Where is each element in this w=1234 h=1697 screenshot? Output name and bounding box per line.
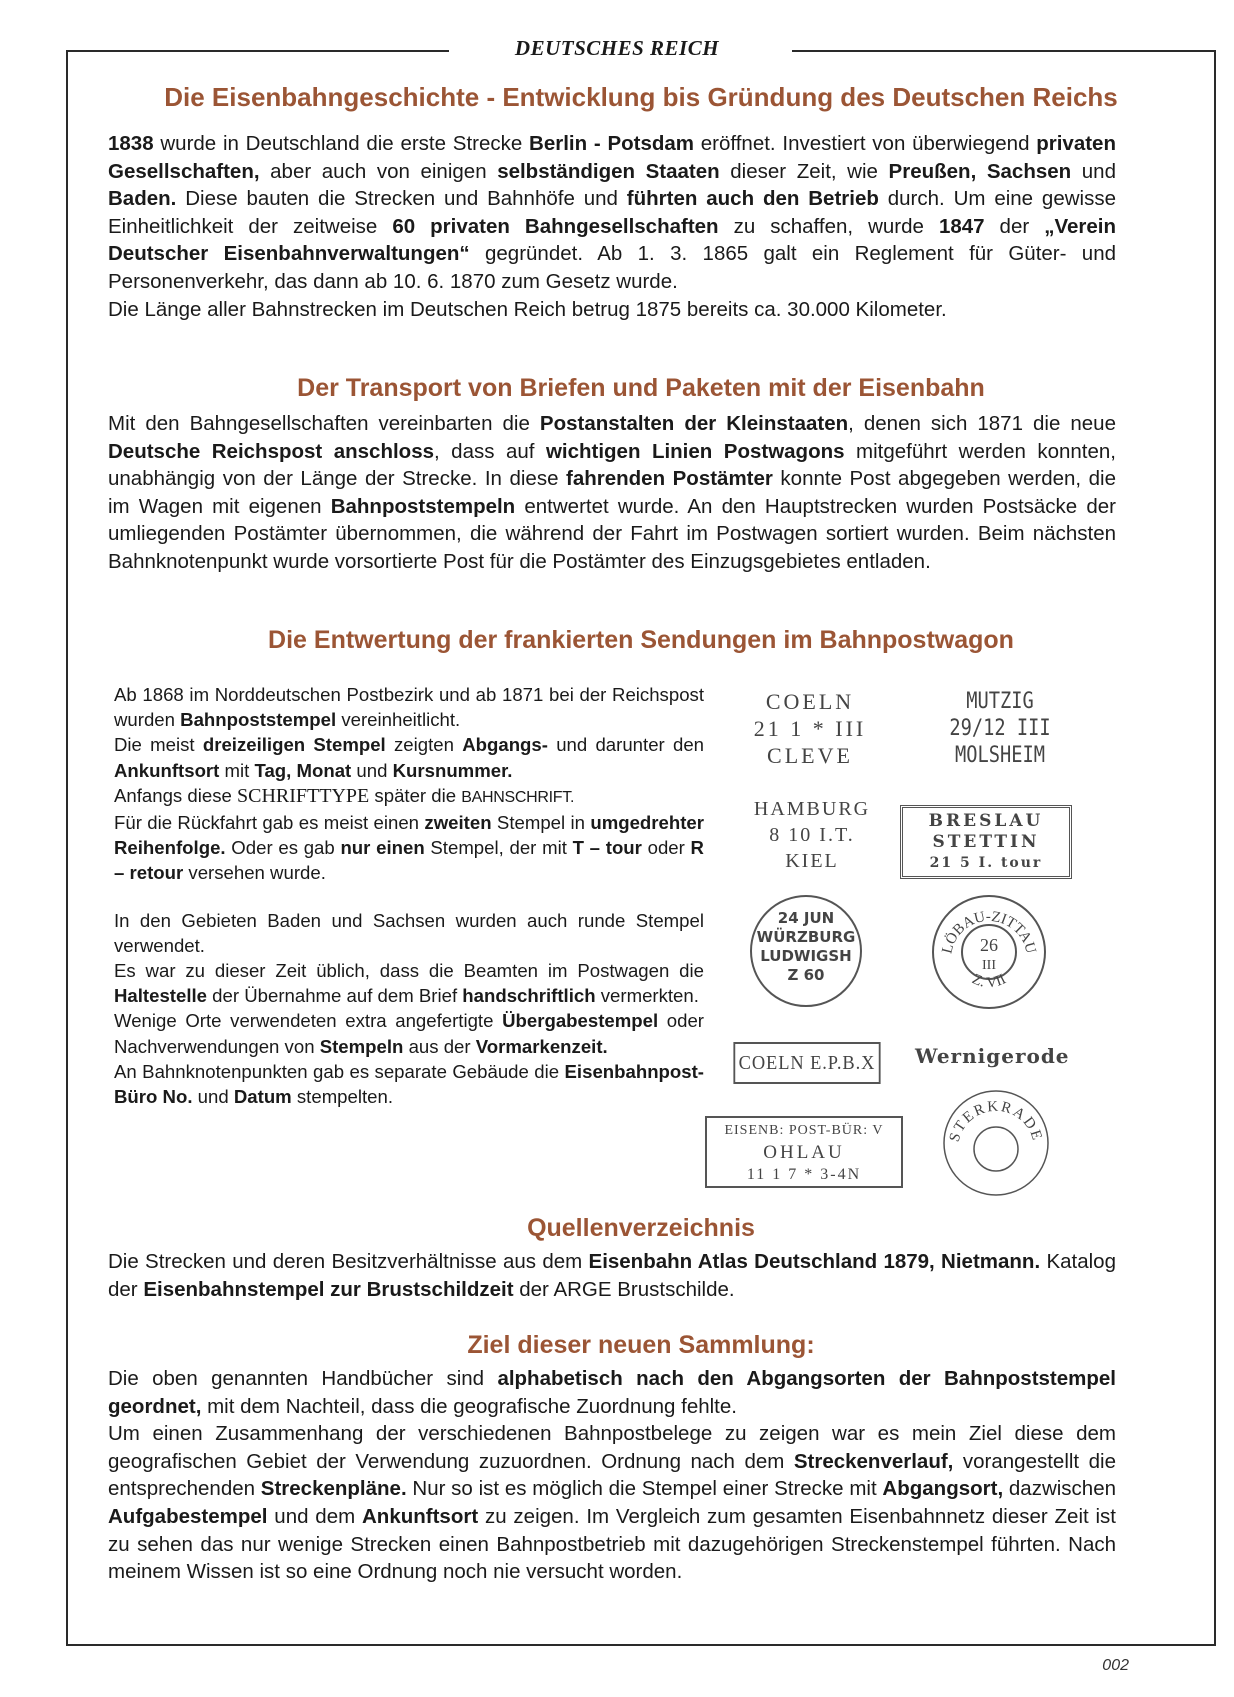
section1-paragraph-1: 1838 wurde in Deutschland die erste Strecke Berlin - Potsdam eröffnet. Investiert von überwiegend privaten Gesellschaften, aber auch von einigen selbständigen Staaten dieser Zeit, wie Preußen, Sachsen und Baden. Diese bauten die Strecken und Bahnhöfe und führten auch den Betrieb durch. Um eine gewisse Einheitlichkeit der zeitweise 60 privaten Bahngesellschaften zu schaffen, wurde 1847 der „Verein Deutscher Eisenbahnverwaltungen“ gegründet. Ab 1. 3. 1865 galt ein Reglement für Güter- und Personenverkehr, das dann ab 10. 6. 1870 zum Gesetz wurde. — [108, 132, 1116, 293]
section1-body — [108, 130, 1116, 323]
loebau-month: III — [982, 958, 996, 973]
section3-paragraph-4: Für die Rückfahrt gab es meist einen zweiten Stempel in umgedrehter Reihenfolge. Oder es gab nur einen Stempel, der mit T – tour oder R – retour versehen wurde. — [114, 812, 704, 884]
section3-body — [114, 682, 704, 1109]
section3-paragraph-3: Anfangs diese SCHRIFTTYPE später die BAHNSCHRIFT. — [114, 784, 575, 807]
sterkrade-ring-svg — [942, 1089, 1050, 1197]
stamp-coeln-cleve: COELN 21 1 * III CLEVE — [753, 689, 867, 768]
stamp-sterkrade — [942, 1089, 1050, 1197]
loebau-ring-svg — [934, 897, 1044, 1007]
section5-paragraph-1: Die oben genannten Handbücher sind alphabetisch nach den Abgangsorten der Bahnpoststempel geordnet, mit dem Nachteil, dass die geografische Zuordnung fehlte. — [108, 1367, 1116, 1418]
section2-body — [108, 410, 1116, 576]
section2-paragraph-1: Mit den Bahngesellschaften vereinbarten die Postanstalten der Kleinstaaten, denen sich 1871 die neue Deutsche Reichspost anschloss, dass auf wichtigen Linien Postwagons mitgeführt werden konnten, unabhängig von der Länge der Strecke. In diese fahrenden Postämter konnte Post abgegeben werden, die im Wagen mit eigenen Bahnpoststempeln entwertet wurde. An den Hauptstrecken wurden Postsäcke der umliegenden Postämter übernommen, die während der Fahrt im Postwagen sortiert wurden. Beim nächsten Bahnknotenpunkt wurde vorsortierte Post für die Postämter des Einzugsgebietes entladen. — [108, 412, 1116, 573]
loebau-day: 26 — [980, 935, 998, 955]
stamp-coeln-epbx: COELN E.P.B.X — [733, 1042, 880, 1084]
stamp-ohlau: EISENB: POST-BÜR: V OHLAU 11 1 7 * 3-4N — [705, 1116, 903, 1188]
section5-paragraph-2: Um einen Zusammenhang der verschiedenen Bahnpostbelege zu zeigen war es mein Ziel diese dem geografischen Gebiet der Verwendung zuzuordnen. Ordnung nach dem Streckenverlauf, vorangestellt die entsprechenden Streckenpläne. Nur so ist es möglich die Stempel einer Strecke mit Abgangsort, dazwischen Aufgabestempel und dem Ankunftsort zu zeigen. Im Vergleich zum gesamten Eisenbahnnetz dieser Zeit ist zu sehen das nur wenige Strecken einen Bahnpostbetrieb mit dazugehörigen Streckenstempel führten. Nach meinem Wissen ist so eine Ordnung noch nie versucht worden. — [108, 1422, 1117, 1584]
loebau-ring-text: LÖBAU-ZITTAU — [939, 908, 1039, 956]
section3-paragraph-2: Die meist dreizeiligen Stempel zeigten Abgangs- und darunter den Ankunftsort mit Tag, Monat und Kursnummer. — [114, 734, 704, 781]
section3-paragraph-5: In den Gebieten Baden und Sachsen wurden auch runde Stempel verwendet. — [114, 909, 704, 956]
sterkrade-ring-text: STERKRADE — [946, 1098, 1046, 1144]
page-number: 002 — [1102, 1657, 1129, 1674]
stamp-wuerzburg-ludwigsh: 24 JUN WÜRZBURG LUDWIGSH Z 60 — [750, 895, 862, 1007]
page-header: DEUTSCHES REICH — [0, 36, 1234, 61]
stamp-hamburg-kiel: HAMBURG 8 10 I.T. KIEL — [753, 798, 871, 872]
section5-body — [108, 1365, 1116, 1586]
stamp-wernigerode: Wernigerode — [915, 1044, 1070, 1068]
section1-title: Die Eisenbahngeschichte - Entwicklung bis Gründung des Deutschen Reichs — [164, 82, 1118, 112]
section3-title: Die Entwertung der frankierten Sendungen im Bahnpostwagon — [268, 626, 1014, 654]
section1-paragraph-2: Die Länge aller Bahnstrecken im Deutschen Reich betrug 1875 bereits ca. 30.000 Kilometer. — [108, 297, 947, 321]
section4-paragraph-1: Die Strecken und deren Besitzverhältnisse aus dem Eisenbahn Atlas Deutschland 1879, Nietmann. Katalog der Eisenbahnstempel zur Brustschildzeit der ARGE Brustschilde. — [108, 1250, 1116, 1301]
section3-paragraph-7: Wenige Orte verwendeten extra angefertigte Übergabestempel oder Nachverwendungen von Stempeln aus der Vormarkenzeit. — [114, 1010, 704, 1057]
section4-body — [108, 1248, 1116, 1303]
section2-title: Der Transport von Briefen und Paketen mit der Eisenbahn — [297, 374, 985, 402]
section3-paragraph-8: An Bahnknotenpunkten gab es separate Gebäude die Eisenbahnpost-Büro No. und Datum stempelten. — [114, 1060, 704, 1108]
loebau-bottom-text: Z. VII — [969, 971, 1009, 992]
stamp-loebau-zittau — [932, 895, 1046, 1009]
stamp-breslau-stettin: BRESLAU STETTIN 21 5 I. tour — [900, 805, 1072, 879]
section4-title: Quellenverzeichnis — [527, 1214, 755, 1242]
section3-paragraph-1: Ab 1868 im Norddeutschen Postbezirk und ab 1871 bei der Reichspost wurden Bahnpoststempel vereinheitlicht. — [114, 684, 704, 731]
section3-paragraph-6: Es war zu dieser Zeit üblich, dass die Beamten im Postwagen die Haltestelle der Übernahme auf dem Brief handschriftlich vermerkten. — [114, 960, 704, 1007]
stamp-mutzig-molsheim: MUTZIG 29/12 III MOLSHEIM — [949, 689, 1051, 768]
section5-title: Ziel dieser neuen Sammlung: — [467, 1331, 815, 1359]
